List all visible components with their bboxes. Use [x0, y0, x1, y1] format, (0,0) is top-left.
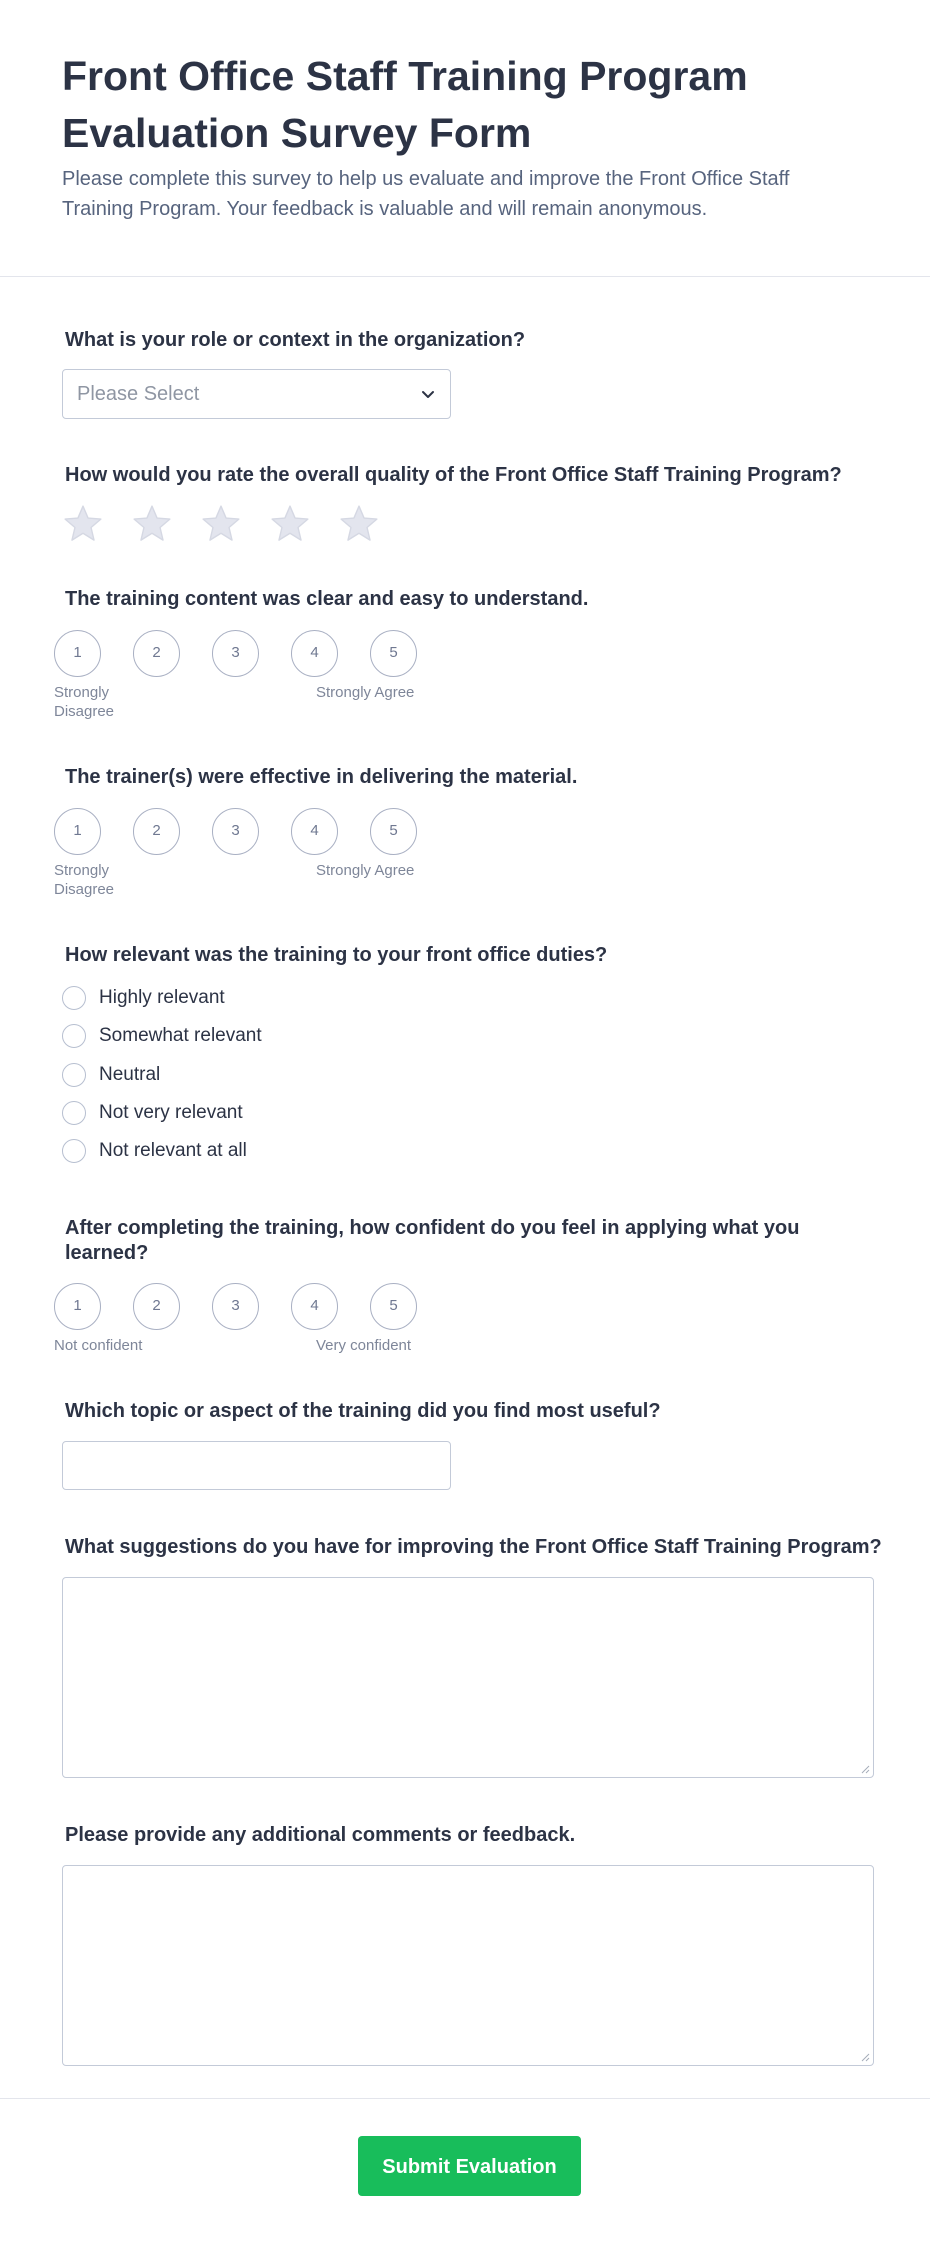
form-header — [0, 0, 930, 277]
question-useful-label: Which topic or aspect of the training did you find most useful? — [65, 1400, 661, 1422]
question-role-label: What is your role or context in the organization? — [65, 329, 526, 351]
radio-option[interactable] — [62, 1022, 462, 1050]
question-comments-label: Please provide any additional comments or feedback. — [65, 1824, 576, 1846]
confidence-scale — [54, 1283, 434, 1373]
star-rating — [62, 503, 422, 547]
submit-evaluation-button[interactable]: Submit Evaluation — [358, 2136, 581, 2196]
radio-option-label: Highly relevant — [99, 987, 225, 1008]
scale-low-label: Strongly Disagree — [54, 862, 115, 898]
chevron-down-icon — [420, 386, 436, 402]
radio-button[interactable] — [62, 1063, 86, 1087]
scale-option[interactable]: 3 — [212, 808, 259, 855]
radio-option[interactable] — [62, 1061, 462, 1089]
scale-option[interactable]: 5 — [370, 630, 417, 677]
question-suggestions-label: What suggestions do you have for improving the Front Office Staff Training Program? — [65, 1536, 882, 1558]
radio-option-label: Not relevant at all — [99, 1140, 247, 1161]
scale-option[interactable]: 2 — [133, 808, 180, 855]
form-title: Front Office Staff Training Program Evaluation Survey Form — [62, 53, 748, 156]
star-icon[interactable] — [62, 503, 104, 545]
suggestions-textarea[interactable] — [62, 1577, 874, 1778]
form-description: Please complete this survey to help us evaluate and improve the Front Office Staff Training Program. Your feedback is valuable and will remain anonymous. — [62, 168, 790, 220]
radio-option[interactable] — [62, 984, 462, 1012]
resize-grip-icon[interactable] — [860, 2052, 870, 2062]
scale-option[interactable]: 1 — [54, 630, 101, 677]
scale-high-label: Strongly Agree — [316, 862, 415, 879]
star-icon[interactable] — [338, 503, 380, 545]
question-content-label: The training content was clear and easy to understand. — [65, 588, 589, 610]
scale-option[interactable]: 4 — [291, 808, 338, 855]
radio-option[interactable] — [62, 1137, 462, 1165]
scale-option[interactable]: 3 — [212, 630, 259, 677]
question-trainer-label: The trainer(s) were effective in delivering the material. — [65, 766, 578, 788]
radio-option-label: Not very relevant — [99, 1102, 243, 1123]
scale-high-label: Very confident — [316, 1337, 412, 1354]
role-select[interactable] — [62, 369, 451, 419]
question-quality-label: How would you rate the overall quality of the Front Office Staff Training Program? — [65, 464, 842, 486]
scale-low-label: Not confident — [54, 1337, 143, 1354]
radio-button[interactable] — [62, 1024, 86, 1048]
radio-option-label: Somewhat relevant — [99, 1025, 262, 1046]
content-scale — [54, 630, 434, 720]
scale-option[interactable]: 1 — [54, 808, 101, 855]
scale-option[interactable]: 1 — [54, 1283, 101, 1330]
useful-topic-input[interactable] — [62, 1441, 451, 1490]
star-icon[interactable] — [131, 503, 173, 545]
radio-button[interactable] — [62, 1101, 86, 1125]
resize-grip-icon[interactable] — [860, 1764, 870, 1774]
radio-button[interactable] — [62, 1139, 86, 1163]
scale-high-label: Strongly Agree — [316, 684, 415, 701]
question-confidence-label: After completing the training, how confident do you feel in applying what you learned? — [65, 1217, 800, 1264]
scale-option[interactable]: 4 — [291, 630, 338, 677]
comments-textarea[interactable] — [62, 1865, 874, 2066]
scale-low-label: Strongly Disagree — [54, 684, 115, 720]
scale-option[interactable]: 4 — [291, 1283, 338, 1330]
scale-option[interactable]: 2 — [133, 1283, 180, 1330]
scale-option[interactable]: 5 — [370, 1283, 417, 1330]
star-icon[interactable] — [200, 503, 242, 545]
role-select-placeholder: Please Select — [77, 383, 200, 405]
scale-option[interactable]: 5 — [370, 808, 417, 855]
question-relevance-label: How relevant was the training to your front office duties? — [65, 944, 608, 966]
radio-button[interactable] — [62, 986, 86, 1010]
trainer-scale — [54, 808, 434, 898]
footer-divider — [0, 2098, 930, 2099]
scale-option[interactable]: 3 — [212, 1283, 259, 1330]
radio-option-label: Neutral — [99, 1064, 161, 1085]
star-icon[interactable] — [269, 503, 311, 545]
scale-option[interactable]: 2 — [133, 630, 180, 677]
radio-option[interactable] — [62, 1099, 462, 1127]
